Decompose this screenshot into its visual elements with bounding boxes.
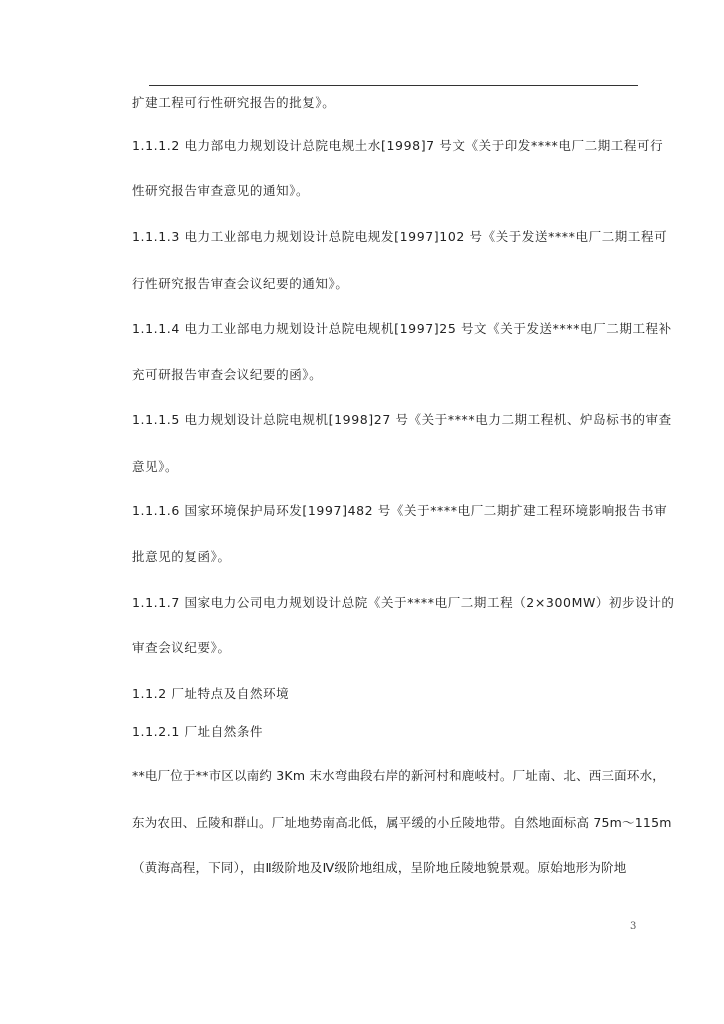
text-line: 审查会议纪要》。	[132, 640, 231, 655]
text-line: 东为农田、丘陵和群山。厂址地势南高北低，属平缓的小丘陵地带。自然地面标高 75m～115m	[132, 815, 672, 830]
text-line: 1.1.1.3 电力工业部电力规划设计总院电规发[1997]102 号《关于发送****电厂二期工程可	[132, 229, 668, 244]
text-line: 行性研究报告审查会议纪要的通知》。	[132, 276, 349, 291]
text-line: 1.1.1.7 国家电力公司电力规划设计总院《关于****电厂二期工程（2×300MW）初步设计的	[132, 595, 675, 610]
text-line: 1.1.1.4 电力工业部电力规划设计总院电规机[1997]25 号文《关于发送****电厂二期工程补	[132, 321, 672, 336]
text-line: **电厂位于**市区以南约 3Km 末水弯曲段右岸的新河村和鹿岐村。厂址南、北、西三面环水，	[132, 768, 665, 783]
text-line: 1.1.1.6 国家环境保护局环发[1997]482 号《关于****电厂二期扩建工程环境影响报告书审	[132, 503, 668, 518]
text-line: 1.1.1.2 电力部电力规划设计总院电规土水[1998]7 号文《关于印发****电厂二期工程可行	[132, 138, 664, 153]
text-line: （黄海高程，下同），由Ⅱ级阶地及Ⅳ级阶地组成，呈阶地丘陵地貌景观。原始地形为阶地	[132, 860, 627, 875]
header-rule	[149, 85, 638, 86]
text-line: 性研究报告审查意见的通知》。	[132, 183, 310, 198]
text-line: 1.1.1.5 电力规划设计总院电规机[1998]27 号《关于****电力二期工程机、炉岛标书的审查	[132, 412, 672, 427]
text-line: 扩建工程可行性研究报告的批复》。	[132, 95, 336, 110]
text-line: 批意见的复函》。	[132, 549, 231, 564]
section-heading: 1.1.2 厂址特点及自然环境	[132, 686, 290, 701]
subsection-heading: 1.1.2.1 厂址自然条件	[132, 724, 264, 739]
page-number: 3	[630, 921, 637, 932]
text-line: 意见》。	[132, 459, 179, 474]
text-line: 充可研报告审查会议纪要的函》。	[132, 367, 323, 382]
